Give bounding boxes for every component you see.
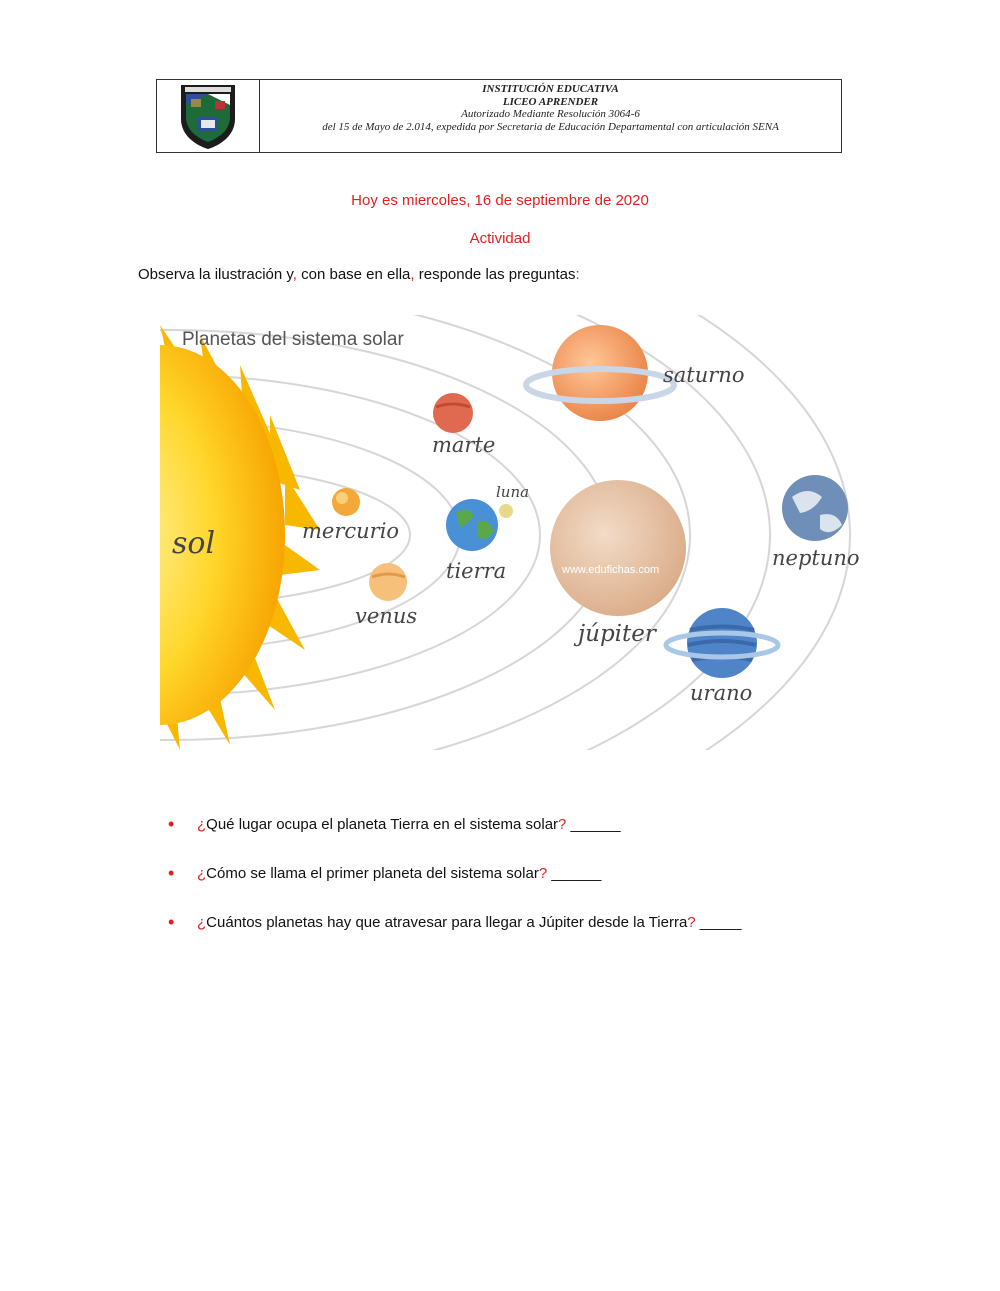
question-open-mark: ¿ xyxy=(197,816,207,833)
question-text: Qué lugar ocupa el planeta Tierra en el sistema solar xyxy=(206,816,559,833)
instruction-part-3: responde las preguntas xyxy=(414,266,576,283)
question-close-mark: ? xyxy=(687,914,696,931)
label-mercurio: mercurio xyxy=(302,519,400,543)
question-open-mark: ¿ xyxy=(197,865,207,882)
question-text: Cuántos planetas hay que atravesar para llegar a Júpiter desde la Tierra xyxy=(206,914,688,931)
question-close-mark: ? xyxy=(558,816,567,833)
authorization-text: Autorizado Mediante Resolución 3064-6 xyxy=(461,108,640,120)
instruction-comma-1: , xyxy=(292,266,297,283)
question-item xyxy=(168,816,742,865)
neptune-planet xyxy=(782,475,848,541)
venus-planet xyxy=(369,563,407,601)
question-item xyxy=(168,865,742,914)
mars-planet xyxy=(433,393,473,433)
label-sol: sol xyxy=(172,526,216,561)
instruction-part-1: Observa la ilustración y xyxy=(138,266,293,283)
school-shield-logo xyxy=(173,81,243,151)
date-line: Hoy es miercoles, 16 de septiembre de 2020 xyxy=(351,192,649,209)
mercury-highlight xyxy=(336,492,348,504)
label-saturno: saturno xyxy=(663,363,745,387)
institution-info xyxy=(260,80,841,152)
jupiter-planet xyxy=(550,480,686,616)
question-list xyxy=(168,816,742,963)
label-tierra: tierra xyxy=(446,559,507,583)
institution-name: INSTITUCIÓN EDUCATIVA xyxy=(482,83,619,95)
illustration-title: Planetas del sistema solar xyxy=(182,329,404,350)
answer-blank[interactable]: ______ xyxy=(547,865,602,882)
instruction-comma-2: , xyxy=(410,266,415,283)
instruction-text xyxy=(138,266,580,283)
moon xyxy=(499,504,513,518)
label-marte: marte xyxy=(432,433,496,457)
school-name: LICEO APRENDER xyxy=(502,95,599,108)
question-open-mark: ¿ xyxy=(197,914,207,931)
activity-title: Actividad xyxy=(469,230,531,247)
logo-cell xyxy=(157,80,260,152)
label-neptuno: neptuno xyxy=(772,546,860,570)
instruction-colon: : xyxy=(575,266,580,283)
instruction-part-2: con base en ella xyxy=(296,266,411,283)
authorization-details: del 15 de Mayo de 2.014, expedida por Secretaria de Educación Departamental con articulación SENA xyxy=(322,120,779,133)
answer-blank[interactable]: _____ xyxy=(695,914,742,931)
label-urano: urano xyxy=(690,681,753,705)
header-table xyxy=(156,79,842,153)
answer-blank[interactable]: ______ xyxy=(566,816,621,833)
label-jupiter: júpiter xyxy=(578,621,656,647)
label-luna: luna xyxy=(496,483,530,501)
question-item xyxy=(168,914,742,963)
question-text: Cómo se llama el primer planeta del sistema solar xyxy=(206,865,539,882)
solar-system-illustration xyxy=(160,315,880,750)
question-close-mark: ? xyxy=(538,865,548,882)
label-venus: venus xyxy=(355,604,418,628)
watermark-text: www.edufichas.com xyxy=(562,564,660,576)
